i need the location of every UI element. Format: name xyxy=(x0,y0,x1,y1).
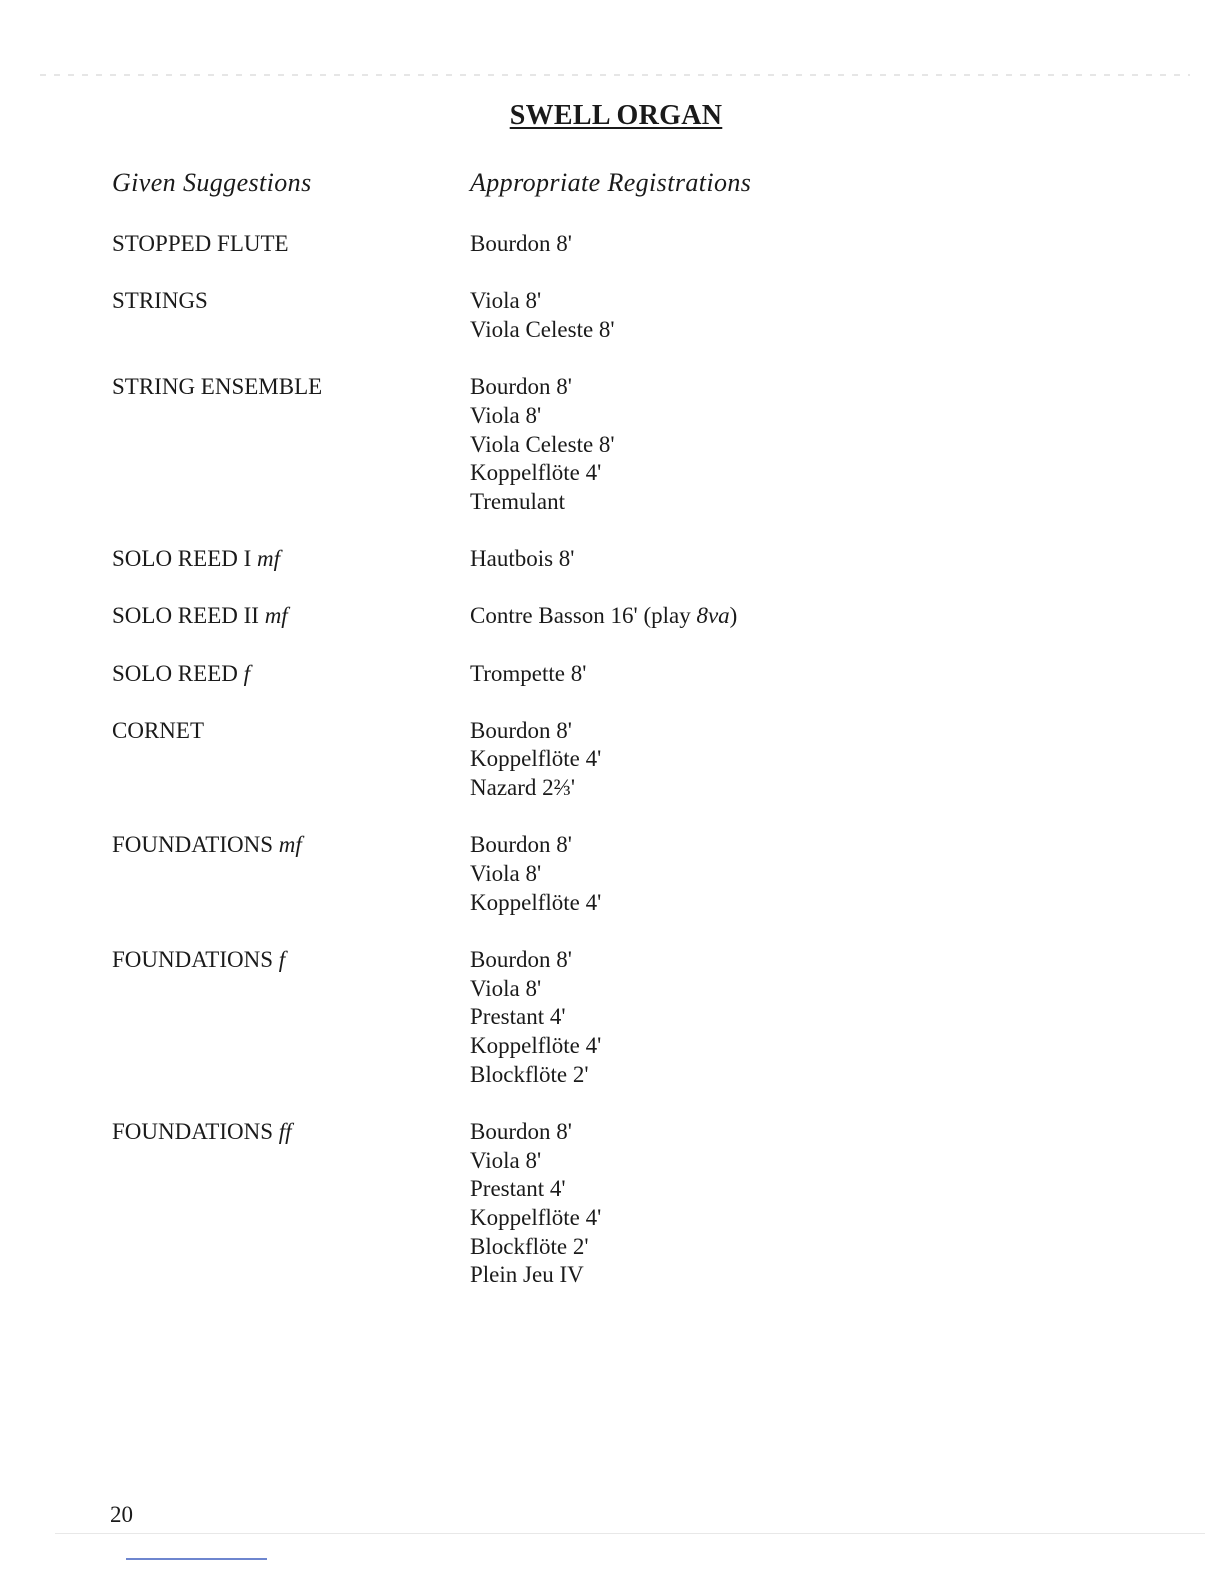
registration-list xyxy=(470,946,601,1090)
suggestion-cell xyxy=(0,230,470,259)
scan-artifact-line xyxy=(40,74,1190,76)
registration-stop: Bourdon 8' xyxy=(470,946,572,972)
table-row xyxy=(0,831,1224,917)
suggestion-label: SOLO REED I xyxy=(112,546,258,572)
suggestion-label: SOLO REED xyxy=(112,660,244,686)
registration-list xyxy=(470,545,574,574)
table-row xyxy=(0,1118,1224,1290)
page-title: SWELL ORGAN xyxy=(509,100,723,131)
registration-stop: Plein Jeu IV xyxy=(470,1262,584,1288)
registration-stop: Koppelflöte 4' xyxy=(470,1205,602,1231)
dynamic-marking: mf xyxy=(257,546,281,572)
suggestion-label: STRINGS xyxy=(112,288,208,314)
suggestion-label: FOUNDATIONS xyxy=(112,832,279,858)
registration-list xyxy=(470,602,737,631)
table-row xyxy=(0,602,1224,631)
registration-stop: Bourdon 8' xyxy=(470,832,572,858)
registration-table xyxy=(0,230,1224,1319)
registration-stop: Koppelflöte 4' xyxy=(470,460,602,486)
registration-stop: Bourdon 8' xyxy=(470,231,572,256)
footer-divider xyxy=(55,1533,1205,1534)
registration-list xyxy=(470,230,572,259)
registration-list xyxy=(470,1118,601,1290)
registration-stop: Prestant 4' xyxy=(470,1004,566,1030)
dynamic-marking: f xyxy=(278,946,286,972)
table-row xyxy=(0,545,1224,574)
dynamic-marking: mf xyxy=(278,832,302,858)
registration-stop: Blockflöte 2' xyxy=(470,1061,589,1087)
table-row xyxy=(0,946,1224,1090)
suggestion-label: FOUNDATIONS xyxy=(112,1118,279,1144)
suggestion-cell xyxy=(0,373,470,517)
dynamic-marking: mf xyxy=(264,603,288,629)
registration-list xyxy=(470,717,601,803)
dynamic-marking: ff xyxy=(278,1118,292,1144)
registration-list xyxy=(470,287,615,344)
suggestion-label: STOPPED FLUTE xyxy=(112,231,289,256)
table-row xyxy=(0,717,1224,803)
registration-stop: Hautbois 8' xyxy=(470,546,575,572)
suggestion-cell xyxy=(0,946,470,1090)
registration-list xyxy=(470,831,601,917)
registration-list xyxy=(470,373,615,517)
registration-stop: Viola 8' xyxy=(470,861,542,887)
footer-underline-mark xyxy=(126,1558,267,1560)
table-row xyxy=(0,230,1224,259)
suggestion-cell xyxy=(0,545,470,574)
registration-stop: Trompette 8' xyxy=(470,660,587,686)
registration-stop: Contre Basson 16' (play 8va) xyxy=(470,603,738,629)
registration-stop: Koppelflöte 4' xyxy=(470,889,602,915)
suggestion-cell xyxy=(0,602,470,631)
registration-stop: Koppelflöte 4' xyxy=(470,1033,602,1059)
column-heading-registrations: Appropriate Registrations xyxy=(470,168,752,197)
suggestion-cell xyxy=(0,717,470,803)
registration-stop: Nazard 2⅔' xyxy=(470,775,576,801)
column-heading-suggestions: Given Suggestions xyxy=(112,168,312,197)
registration-stop: Tremulant xyxy=(470,488,565,514)
registration-stop: Viola 8' xyxy=(470,288,542,314)
suggestion-cell xyxy=(0,287,470,344)
registration-list xyxy=(470,660,586,689)
table-row xyxy=(0,373,1224,517)
suggestion-cell xyxy=(0,660,470,689)
suggestion-label: SOLO REED II xyxy=(112,603,265,629)
dynamic-marking: f xyxy=(243,660,251,686)
registration-stop: Bourdon 8' xyxy=(470,717,572,743)
suggestion-label: CORNET xyxy=(112,717,204,743)
registration-stop: Bourdon 8' xyxy=(470,1118,572,1144)
suggestion-cell xyxy=(0,831,470,917)
registration-stop: Prestant 4' xyxy=(470,1176,566,1202)
registration-stop: Viola Celeste 8' xyxy=(470,431,615,457)
suggestion-label: STRING ENSEMBLE xyxy=(112,374,323,400)
registration-stop: Viola 8' xyxy=(470,1147,542,1173)
registration-stop: Viola Celeste 8' xyxy=(470,316,615,342)
suggestion-label: FOUNDATIONS xyxy=(112,946,279,972)
table-row xyxy=(0,660,1224,689)
table-row xyxy=(0,287,1224,344)
page-number: 20 xyxy=(110,1502,133,1527)
registration-stop: Bourdon 8' xyxy=(470,374,572,400)
registration-stop: Viola 8' xyxy=(470,975,542,1001)
registration-stop: Blockflöte 2' xyxy=(470,1233,589,1259)
registration-stop: Viola 8' xyxy=(470,402,542,428)
suggestion-cell xyxy=(0,1118,470,1290)
registration-stop: Koppelflöte 4' xyxy=(470,746,602,772)
